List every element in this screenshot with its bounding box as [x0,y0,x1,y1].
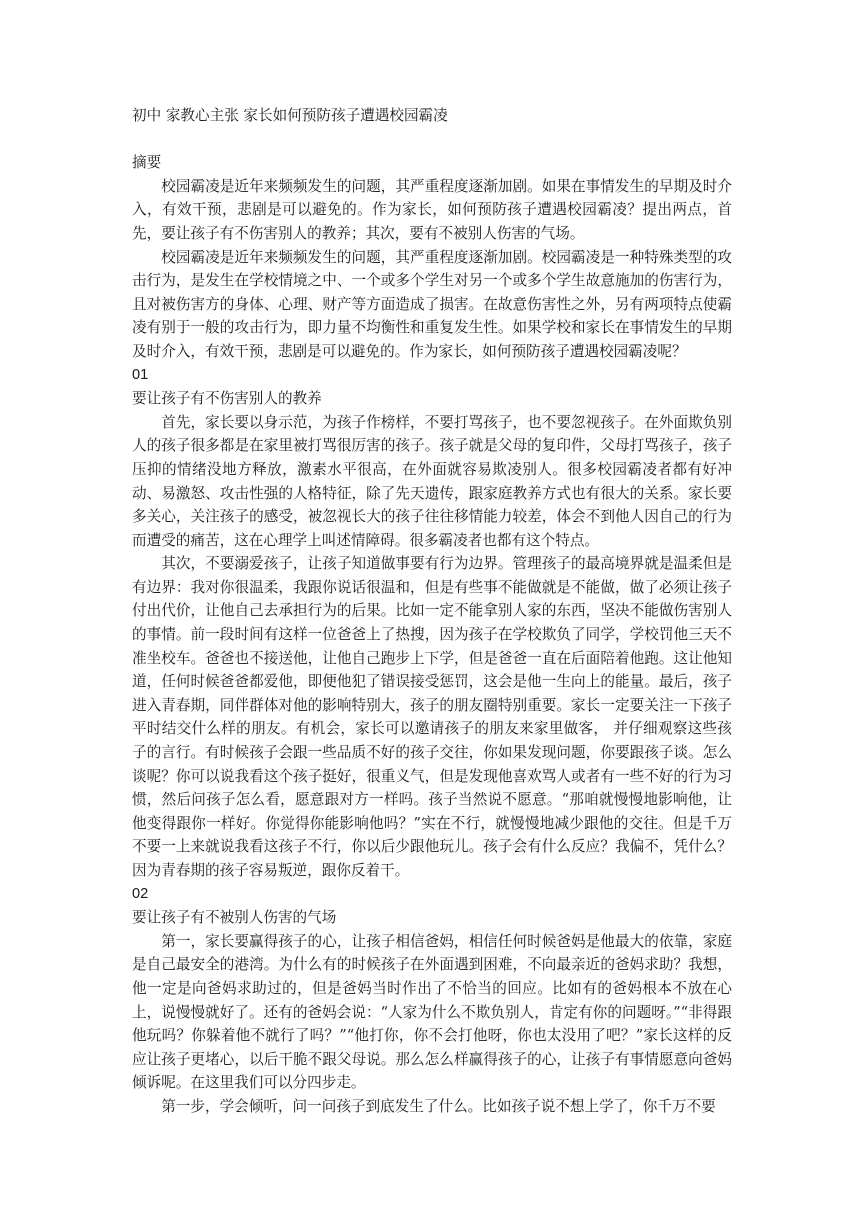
section-heading-2: 要让孩子有不被别人伤害的气场 [132,909,337,927]
abstract-heading: 摘要 [132,154,162,172]
section1-paragraph-1: 首先，家长要以身示范，为孩子作榜样，不要打骂孩子，也不要忽视孩子。在外面欺负别人的孩子很多都是在家里被打骂很厉害的孩子。孩子就是父母的复印件，父母打骂孩子，孩子压抑的情绪没地方释放，激素水平很高，在外面就容易欺凌别人。很多校园霸凌者都有好冲动、易激怒、攻击性强的人格特征，除了先天遗传，跟家庭教养方式也有很大的关系。家长要多关心，关注孩子的感受，被忽视长大的孩子往往移情能力较差，体会不到他人因自己的行为而遭受的痛苦，这在心理学上叫述情障碍。很多霸凌者也都有这个特点。 [132,413,732,549]
intro-paragraph: 校园霸凌是近年来频频发生的问题，其严重程度逐渐加剧。校园霸凌是一种特殊类型的攻击行为，是发生在学校情境之中、一个或多个学生对另一个或多个学生故意施加的伤害行为，且对被伤害方的身体、心理、财产等方面造成了损害。在故意伤害性之外，另有两项特点使霸凌有别于一般的攻击行为，即力量不均衡性和重复发生性。如果学校和家长在事情发生的早期及时介入，有效干预，悲剧是可以避免的。作为家长，如何预防孩子遭遇校园霸凌呢？ [132,248,732,360]
section-number-02: 02 [132,885,149,902]
section2-paragraph-2: 第一步，学会倾听，问一问孩子到底发生了什么。比如孩子说不想上学了，你千万不要 [161,1097,716,1115]
abstract-paragraph: 校园霸凌是近年来频频发生的问题，其严重程度逐渐加剧。如果在事情发生的早期及时介入，有效干预，悲剧是可以避免的。作为家长，如何预防孩子遭遇校园霸凌？提出两点，首先，要让孩子有不伤害别人的教养；其次，要有不被别人伤害的气场。 [132,177,732,242]
document-page [132,104,732,1119]
section-heading-1: 要让孩子有不伤害别人的教养 [132,390,322,408]
document-title: 初中 家教心主张 家长如何预防孩子遭遇校园霸凌 [132,107,448,124]
section1-paragraph-2: 其次，不要溺爱孩子，让孩子知道做事要有行为边界。管理孩子的最高境界就是温柔但是有边界：我对你很温柔，我跟你说话很温和，但是有些事不能做就是不能做，做了必须让孩子付出代价，让他自己去承担行为的后果。比如一定不能拿别人家的东西，坚决不能做伤害别人的事情。前一段时间有这样一位爸爸上了热搜，因为孩子在学校欺负了同学，学校罚他三天不准坐校车。爸爸也不接送他，让他自己跑步上下学，但是爸爸一直在后面陪着他跑。这让他知道，任何时候爸爸都爱他，即便他犯了错误接受惩罚，这会是他一生向上的能量。最后，孩子进入青春期，同伴群体对他的影响特别大，孩子的朋友圈特别重要。家长一定要关注一下孩子平时结交什么样的朋友。有机会，家长可以邀请孩子的朋友来家里做客， 并仔细观察这些孩子的言行。有时候孩子会跟一些品质不好的孩子交往，你如果发现问题，你要跟孩子谈。怎么谈呢？你可以说我看这个孩子挺好，很重义气，但是发现他喜欢骂人或者有一些不好的行为习惯，然后问孩子怎么看，愿意跟对方一样吗。孩子当然说不愿意。“那咱就慢慢地影响他，让他变得跟你一样好。你觉得你能影响他吗？”实在不行，就慢慢地减少跟他的交往。但是千万不要一上来就说我看这孩子不行，你以后少跟他玩儿。孩子会有什么反应？我偏不，凭什么？因为青春期的孩子容易叛逆，跟你反着干。 [132,555,732,879]
section-number-01: 01 [132,366,149,383]
section2-paragraph-1: 第一，家长要赢得孩子的心，让孩子相信爸妈，相信任何时候爸妈是他最大的依靠，家庭是自己最安全的港湾。为什么有的时候孩子在外面遇到困难，不向最亲近的爸妈求助？我想，他一定是向爸妈求助过的，但是爸妈当时作出了不恰当的回应。比如有的爸妈根本不放在心上，说慢慢就好了。还有的爸妈会说：“人家为什么不欺负别人，肯定有你的问题呀。”“非得跟他玩吗？你躲着他不就行了吗？”“他打你，你不会打他呀，你也太没用了吧？”家长这样的反应让孩子更堵心，以后干脆不跟父母说。那么怎么样赢得孩子的心，让孩子有事情愿意向爸妈倾诉呢。在这里我们可以分四步走。 [132,932,732,1092]
